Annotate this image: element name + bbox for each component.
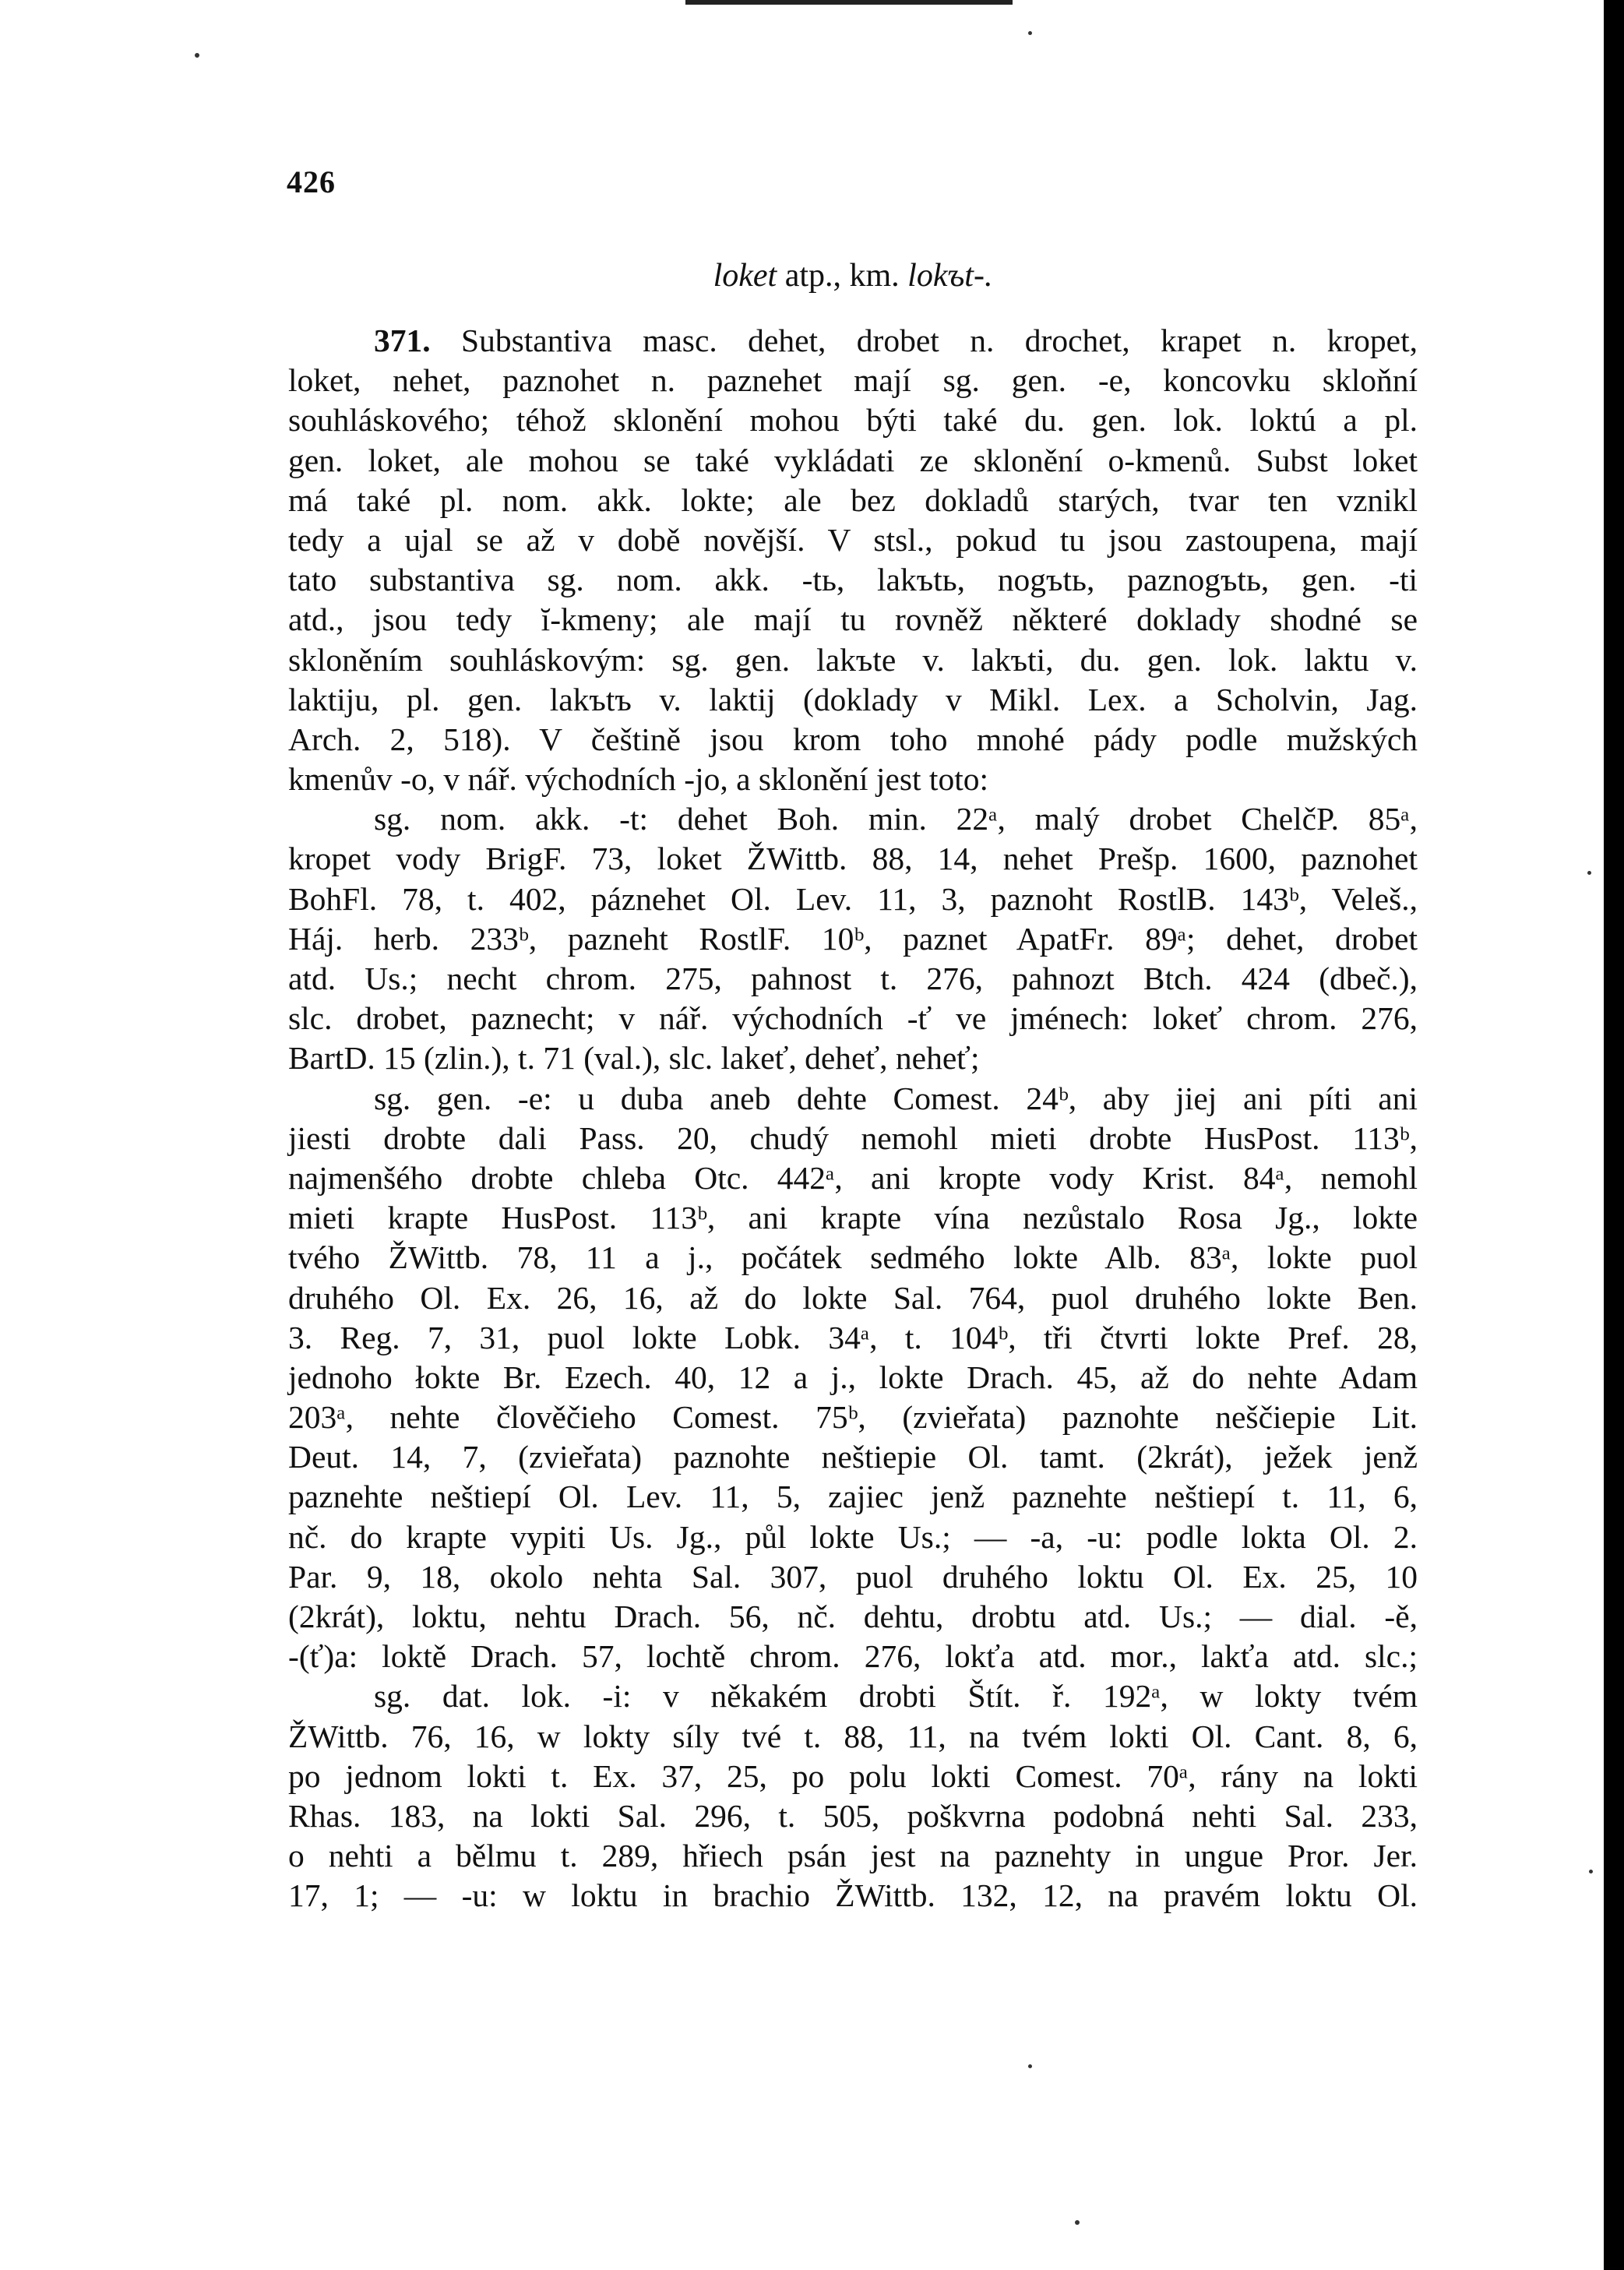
- scan-speck: [1075, 2220, 1080, 2225]
- text-line: skloněním souhláskovým: sg. gen. lakъte v. lakъti, du. gen. lok. laktu v.: [288, 641, 1418, 678]
- text-line: souhláskového; téhož sklonění mohou býti také du. gen. lok. loktú a pl.: [288, 402, 1418, 439]
- text-line: 3. Reg. 7, 31, puol lokte Lobk. 34ᵃ, t. 104ᵇ, tři čtvrti lokte Pref. 28,: [288, 1319, 1418, 1355]
- text-line: sg. dat. lok. -i: v někakém drobti Štít. ř. 192ᵃ, w lokty tvém: [374, 1678, 1418, 1715]
- header-word: loket: [713, 258, 777, 294]
- text-line: Par. 9, 18, okolo nehta Sal. 307, puol druhého loktu Ol. Ex. 25, 10: [288, 1558, 1418, 1595]
- text-line: ŽWittb. 76, 16, w lokty síly tvé t. 88, 11, na tvém lokti Ol. Cant. 8, 6,: [288, 1718, 1418, 1754]
- text-line: BartD. 15 (zlin.), t. 71 (val.), slc. lakeť, deheť, neheť;: [288, 1040, 980, 1077]
- text-line: jiesti drobte dali Pass. 20, chudý nemohl mieti drobte HusPost. 113ᵇ,: [288, 1119, 1418, 1156]
- header-rest: atp., km.: [777, 258, 908, 294]
- text-line: gen. loket, ale mohou se také vykládati ze sklonění o-kmenů. Subst loket: [288, 442, 1418, 478]
- text-line: tato substantiva sg. nom. akk. -tь, lakъtь, nogъtь, paznogъtь, gen. -ti: [288, 562, 1418, 598]
- text-line: nč. do krapte vypiti Us. Jg., půl lokte Us.; — -a, -u: podle lokta Ol. 2.: [288, 1518, 1418, 1555]
- text-line: sg. gen. -e: u duba aneb dehte Comest. 24ᵇ, aby jiej ani píti ani: [374, 1080, 1418, 1116]
- text-line: 203ᵃ, nehte člověčieho Comest. 75ᵇ, (zvieřata) paznohte neščiepie Lit.: [288, 1399, 1418, 1436]
- text-line: najmenšého drobte chleba Otc. 442ᵃ, ani kropte vody Krist. 84ᵃ, nemohl: [288, 1159, 1418, 1196]
- text-line: Háj. herb. 233ᵇ, pazneht RostlF. 10ᵇ, paznet ApatFr. 89ᵃ; dehet, drobet: [288, 920, 1418, 957]
- text-line: o nehti a bělmu t. 289, hřiech psán jest na paznehty in ungue Pror. Jer.: [288, 1838, 1418, 1874]
- scan-edge-right: [1604, 0, 1624, 2270]
- text-line: tvého ŽWittb. 78, 11 a j., počátek sedmého lokte Alb. 83ᵃ, lokte puol: [288, 1239, 1418, 1276]
- text-line: mieti krapte HusPost. 113ᵇ, ani krapte vína nezůstalo Rosa Jg., lokte: [288, 1200, 1418, 1236]
- scan-edge-top: [685, 0, 1013, 5]
- text-line: BohFl. 78, t. 402, páznehet Ol. Lev. 11, 3, paznoht RostlB. 143ᵇ, Veleš.,: [288, 880, 1418, 917]
- text-line: 17, 1; — -u: w loktu in brachio ŽWittb. 132, 12, na pravém loktu Ol.: [288, 1877, 1418, 1914]
- text-line: má také pl. nom. akk. lokte; ale bez dokladů starých, tvar ten vznikl: [288, 481, 1418, 518]
- scan-speck: [1589, 1870, 1593, 1873]
- text-line: jednoho łokte Br. Ezech. 40, 12 a j., lokte Drach. 45, až do nehte Adam: [288, 1359, 1418, 1395]
- text-line: kropet vody BrigF. 73, loket ŽWittb. 88, 14, nehet Prešp. 1600, paznohet: [288, 841, 1418, 877]
- section-number: 371.: [374, 323, 431, 358]
- text-line: atd., jsou tedy ĭ-kmeny; ale mají tu rovněž některé doklady shodné se: [288, 601, 1418, 638]
- text-line: atd. Us.; necht chrom. 275, pahnost t. 276, pahnozt Btch. 424 (dbeč.),: [288, 961, 1418, 996]
- scan-speck: [1587, 871, 1591, 875]
- text-line: tedy a ujal se až v době novější. V stsl., pokud tu jsou zastoupena, mají: [288, 521, 1418, 558]
- text-line: laktiju, pl. gen. lakъtъ v. laktij (doklady v Mikl. Lex. a Scholvin, Jag.: [288, 681, 1418, 717]
- text-line: Arch. 2, 518). V češtině jsou krom toho mnohé pády podle mužských: [288, 721, 1418, 757]
- text-line: -(ť)a: loktě Drach. 57, lochtě chrom. 276, lokťa atd. mor., lakťa atd. slc.;: [288, 1638, 1418, 1675]
- text-line: (2krát), loktu, nehtu Drach. 56, nč. dehtu, drobtu atd. Us.; — dial. -ě,: [288, 1599, 1418, 1634]
- text-line: po jednom lokti t. Ex. 37, 25, po polu lokti Comest. 70ᵃ, rány na lokti: [288, 1757, 1418, 1794]
- header-word-2: lokъt-.: [907, 258, 993, 294]
- text-line: 371. Substantiva masc. dehet, drobet n. drochet, krapet n. kropet,: [374, 323, 1418, 358]
- text-line: sg. nom. akk. -t: dehet Boh. min. 22ᵃ, malý drobet ChelčP. 85ᵃ,: [374, 801, 1418, 837]
- text-line: loket, nehet, paznohet n. paznehet mají sg. gen. -e, koncovku skloňní: [288, 362, 1418, 399]
- scan-speck: [1028, 31, 1032, 35]
- scan-speck: [195, 53, 199, 58]
- text-line: Rhas. 183, na lokti Sal. 296, t. 505, poškvrna podobná nehti Sal. 233,: [288, 1797, 1418, 1834]
- text-line: kmenův -o, v nář. východních -jo, a sklonění jest toto:: [288, 761, 988, 798]
- running-header: [280, 257, 1425, 294]
- text-line: Deut. 14, 7, (zvieřata) paznohte neštiepie Ol. tamt. (2krát), ježek jenž: [288, 1439, 1418, 1475]
- text-line: paznehte neštiepí Ol. Lev. 11, 5, zajiec jenž paznehte neštiepí t. 11, 6,: [288, 1479, 1418, 1515]
- body-text: [288, 321, 1418, 1916]
- scan-speck: [1028, 2064, 1032, 2068]
- page-number: 426: [287, 164, 336, 199]
- text-line: druhého Ol. Ex. 26, 16, až do lokte Sal. 764, puol druhého lokte Ben.: [288, 1279, 1418, 1316]
- text-line: slc. drobet, paznecht; v nář. východních -ť ve jménech: lokeť chrom. 276,: [288, 1000, 1418, 1037]
